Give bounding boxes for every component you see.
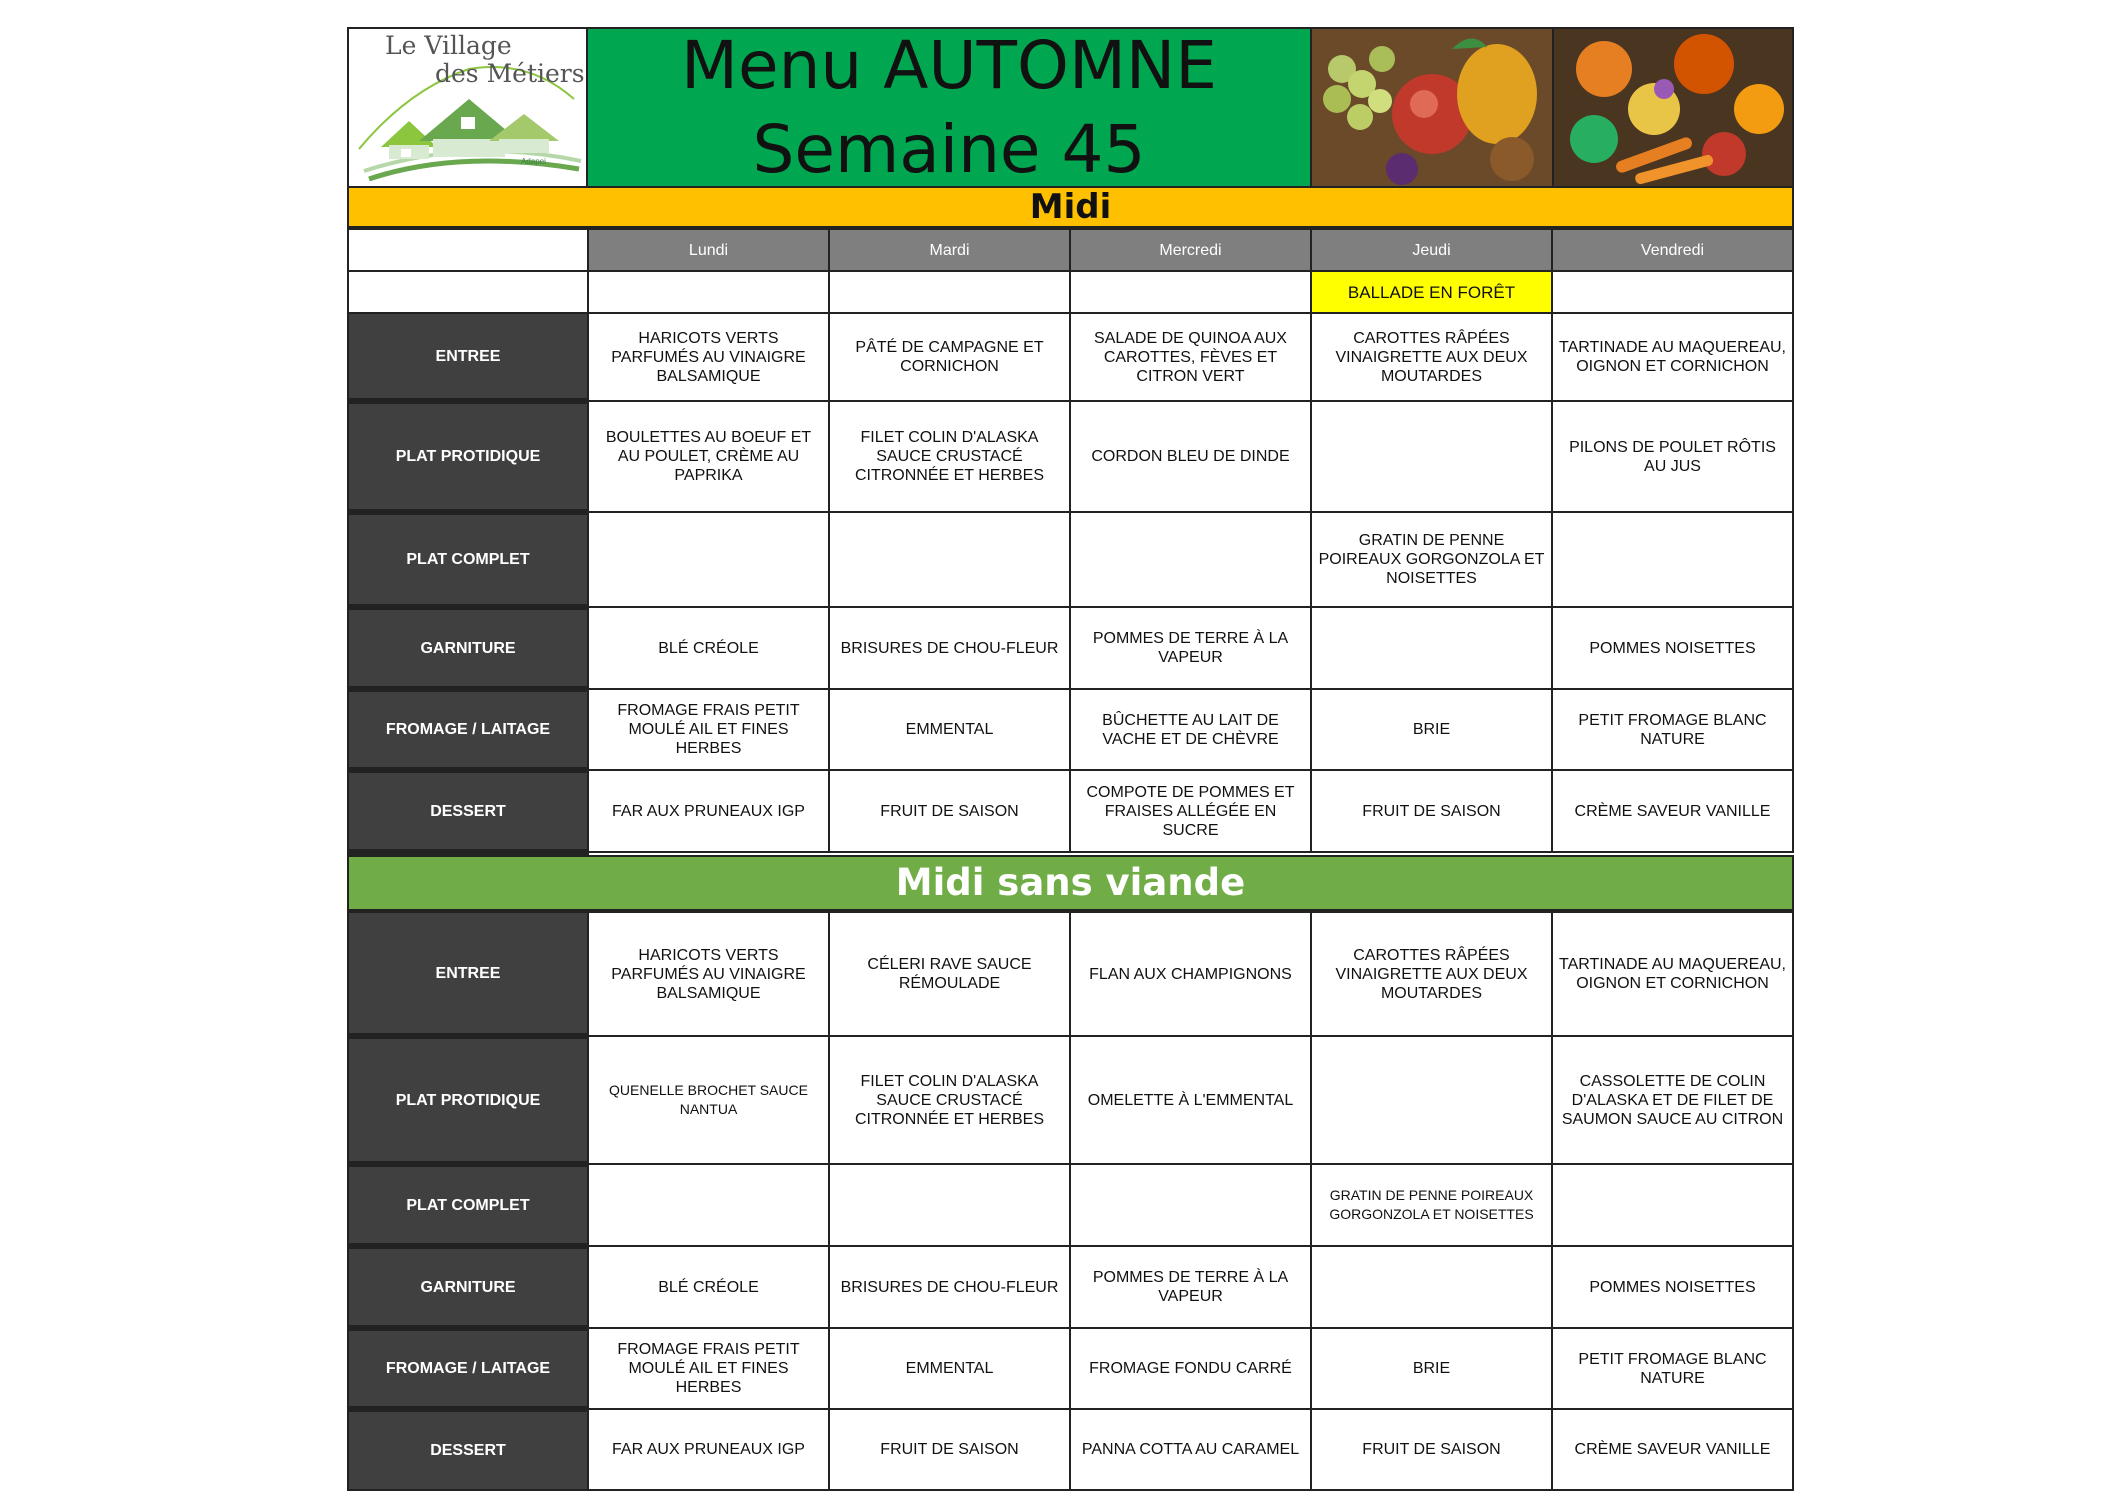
menu-cell	[588, 1164, 829, 1246]
day-mercredi: Mercredi	[1070, 229, 1311, 271]
menu-cell: BÛCHETTE AU LAIT DE VACHE ET DE CHÈVRE	[1070, 689, 1311, 770]
row-label: PLAT COMPLET	[348, 1164, 588, 1246]
menu-cell: GRATIN DE PENNE POIREAUX GORGONZOLA ET NOISETTES	[1311, 1164, 1552, 1246]
corner-cell	[348, 229, 588, 271]
menu-cell: POMMES NOISETTES	[1552, 1246, 1793, 1328]
day-mardi: Mardi	[829, 229, 1070, 271]
menu-cell: FILET COLIN D'ALASKA SAUCE CRUSTACÉ CITRONNÉE ET HERBES	[829, 401, 1070, 512]
table-row	[348, 1164, 1793, 1246]
notes-row	[348, 271, 1793, 313]
menu-cell: HARICOTS VERTS PARFUMÉS AU VINAIGRE BALSAMIQUE	[588, 313, 829, 401]
row-label: ENTREE	[348, 313, 588, 401]
menu-cell: CÉLERI RAVE SAUCE RÉMOULADE	[829, 912, 1070, 1036]
menu-cell: BRIE	[1311, 689, 1552, 770]
menu-cell: TARTINADE AU MAQUEREAU, OIGNON ET CORNICHON	[1552, 912, 1793, 1036]
menu-cell	[829, 512, 1070, 607]
midi-heading: Midi	[347, 186, 1794, 228]
menu-header	[347, 27, 1794, 186]
menu-sheet	[347, 27, 1794, 1491]
row-label: FROMAGE / LAITAGE	[348, 689, 588, 770]
note-jeudi: BALLADE EN FORÊT	[1311, 271, 1552, 313]
table-row	[348, 512, 1793, 607]
day-lundi: Lundi	[588, 229, 829, 271]
menu-cell: OMELETTE À L'EMMENTAL	[1070, 1036, 1311, 1164]
menu-cell	[1552, 1164, 1793, 1246]
menu-cell: POMMES NOISETTES	[1552, 607, 1793, 689]
table-row	[348, 770, 1793, 852]
menu-cell: CRÈME SAVEUR VANILLE	[1552, 1409, 1793, 1490]
menu-cell: FRUIT DE SAISON	[1311, 770, 1552, 852]
menu-cell: PETIT FROMAGE BLANC NATURE	[1552, 1328, 1793, 1409]
logo-tag: Adapei	[521, 157, 546, 166]
menu-cell: FROMAGE FRAIS PETIT MOULÉ AIL ET FINES HERBES	[588, 1328, 829, 1409]
menu-cell: FROMAGE FRAIS PETIT MOULÉ AIL ET FINES HERBES	[588, 689, 829, 770]
note-vendredi	[1552, 271, 1793, 313]
menu-cell: PILONS DE POULET RÔTIS AU JUS	[1552, 401, 1793, 512]
menu-cell: CASSOLETTE DE COLIN D'ALASKA ET DE FILET DE SAUMON SAUCE AU CITRON	[1552, 1036, 1793, 1164]
row-label: FROMAGE / LAITAGE	[348, 1328, 588, 1409]
menu-cell: EMMENTAL	[829, 1328, 1070, 1409]
menu-cell: QUENELLE BROCHET SAUCE NANTUA	[588, 1036, 829, 1164]
sans-viande-table	[347, 911, 1794, 1491]
menu-cell: SALADE DE QUINOA AUX CAROTTES, FÈVES ET CITRON VERT	[1070, 313, 1311, 401]
title-season: Menu AUTOMNE	[681, 26, 1217, 104]
menu-cell: EMMENTAL	[829, 689, 1070, 770]
menu-cell: GRATIN DE PENNE POIREAUX GORGONZOLA ET NOISETTES	[1311, 512, 1552, 607]
menu-cell: FROMAGE FONDU CARRÉ	[1070, 1328, 1311, 1409]
row-label: DESSERT	[348, 1409, 588, 1490]
row-label: GARNITURE	[348, 1246, 588, 1328]
row-label: DESSERT	[348, 770, 588, 852]
menu-cell: FLAN AUX CHAMPIGNONS	[1070, 912, 1311, 1036]
menu-cell: FAR AUX PRUNEAUX IGP	[588, 770, 829, 852]
table-row	[348, 1246, 1793, 1328]
note-mardi	[829, 271, 1070, 313]
menu-cell: BLÉ CRÉOLE	[588, 1246, 829, 1328]
table-row	[348, 313, 1793, 401]
table-row	[348, 607, 1793, 689]
menu-cell: BOULETTES AU BOEUF ET AU POULET, CRÈME AU PAPRIKA	[588, 401, 829, 512]
menu-cell	[1311, 1036, 1552, 1164]
menu-cell: CAROTTES RÂPÉES VINAIGRETTE AUX DEUX MOUTARDES	[1311, 912, 1552, 1036]
menu-cell: FAR AUX PRUNEAUX IGP	[588, 1409, 829, 1490]
menu-cell	[1070, 512, 1311, 607]
menu-cell: PANNA COTTA AU CARAMEL	[1070, 1409, 1311, 1490]
table-row	[348, 1409, 1793, 1490]
fruits-photo	[1312, 29, 1552, 186]
menu-cell	[588, 512, 829, 607]
logo-text-line1: Le Village	[385, 31, 512, 60]
menu-cell	[1070, 1164, 1311, 1246]
note-lundi	[588, 271, 829, 313]
row-label: PLAT PROTIDIQUE	[348, 1036, 588, 1164]
menu-cell: PÂTÉ DE CAMPAGNE ET CORNICHON	[829, 313, 1070, 401]
menu-cell	[1552, 512, 1793, 607]
row-label: ENTREE	[348, 912, 588, 1036]
days-row	[348, 229, 1793, 271]
vegetables-photo	[1552, 29, 1792, 186]
menu-cell: BRISURES DE CHOU-FLEUR	[829, 607, 1070, 689]
menu-cell: FILET COLIN D'ALASKA SAUCE CRUSTACÉ CITRONNÉE ET HERBES	[829, 1036, 1070, 1164]
menu-cell: BRIE	[1311, 1328, 1552, 1409]
fruits-image-icon	[1312, 29, 1552, 186]
row-label: PLAT COMPLET	[348, 512, 588, 607]
table-row	[348, 401, 1793, 512]
day-vendredi: Vendredi	[1552, 229, 1793, 271]
village-logo	[349, 29, 588, 186]
note-mercredi	[1070, 271, 1311, 313]
row-label: PLAT PROTIDIQUE	[348, 401, 588, 512]
menu-cell: TARTINADE AU MAQUEREAU, OIGNON ET CORNICHON	[1552, 313, 1793, 401]
menu-cell: PETIT FROMAGE BLANC NATURE	[1552, 689, 1793, 770]
title-week: Semaine 45	[752, 110, 1146, 188]
sans-viande-heading: Midi sans viande	[347, 855, 1794, 911]
menu-cell: COMPOTE DE POMMES ET FRAISES ALLÉGÉE EN SUCRE	[1070, 770, 1311, 852]
logo-text-line2: des Métiers	[435, 59, 585, 88]
table-row	[348, 1036, 1793, 1164]
row-label: GARNITURE	[348, 607, 588, 689]
menu-cell	[1311, 1246, 1552, 1328]
day-jeudi: Jeudi	[1311, 229, 1552, 271]
notes-corner	[348, 271, 588, 313]
menu-cell: FRUIT DE SAISON	[829, 1409, 1070, 1490]
table-row	[348, 689, 1793, 770]
menu-cell	[1311, 401, 1552, 512]
menu-cell	[829, 1164, 1070, 1246]
menu-cell	[1311, 607, 1552, 689]
menu-cell: CRÈME SAVEUR VANILLE	[1552, 770, 1793, 852]
table-row	[348, 1328, 1793, 1409]
menu-cell: CORDON BLEU DE DINDE	[1070, 401, 1311, 512]
menu-cell: CAROTTES RÂPÉES VINAIGRETTE AUX DEUX MOUTARDES	[1311, 313, 1552, 401]
menu-cell: POMMES DE TERRE À LA VAPEUR	[1070, 607, 1311, 689]
menu-title	[588, 26, 1312, 188]
menu-cell: FRUIT DE SAISON	[1311, 1409, 1552, 1490]
midi-table	[347, 228, 1794, 855]
table-row	[348, 912, 1793, 1036]
vegetables-image-icon	[1554, 29, 1792, 186]
menu-cell: FRUIT DE SAISON	[829, 770, 1070, 852]
menu-cell: HARICOTS VERTS PARFUMÉS AU VINAIGRE BALSAMIQUE	[588, 912, 829, 1036]
menu-cell: POMMES DE TERRE À LA VAPEUR	[1070, 1246, 1311, 1328]
menu-cell: BLÉ CRÉOLE	[588, 607, 829, 689]
menu-cell: BRISURES DE CHOU-FLEUR	[829, 1246, 1070, 1328]
